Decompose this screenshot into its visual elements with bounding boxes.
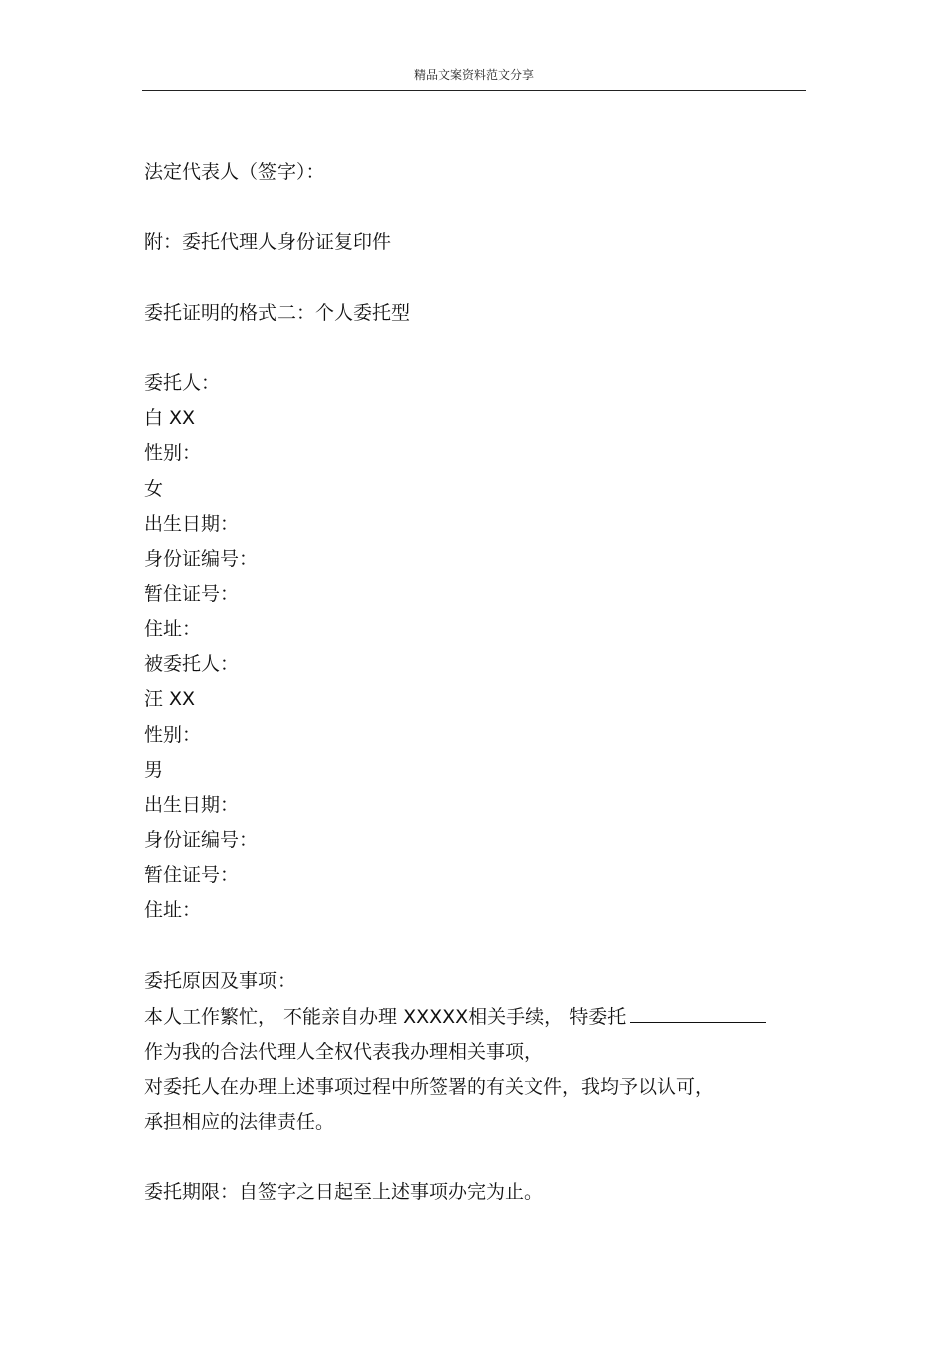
agent-name-blank — [630, 1004, 766, 1023]
page-header: 精品文案资料范文分享 — [413, 68, 534, 82]
agent-name: 汪 XX — [144, 688, 196, 710]
agent-birthdate-label: 出生日期： — [144, 794, 240, 816]
principal-residence-permit-label: 暂住证号： — [144, 583, 240, 605]
agent-address-label: 住址： — [144, 899, 202, 921]
reason-line-4: 承担相应的法律责任。 — [144, 1111, 335, 1133]
agent-id-label: 身份证编号： — [144, 829, 259, 851]
attachment-line: 附：委托代理人身份证复印件 — [144, 231, 392, 253]
principal-label: 委托人： — [144, 372, 221, 394]
term-line: 委托期限：自签字之日起至上述事项办完为止。 — [144, 1181, 544, 1203]
agent-gender-label: 性别： — [144, 724, 202, 746]
reason-line-3: 对委托人在办理上述事项过程中所签署的有关文件，我均予以认可， — [144, 1076, 715, 1098]
principal-gender-label: 性别： — [144, 442, 202, 464]
principal-birthdate-label: 出生日期： — [144, 513, 240, 535]
agent-residence-permit-label: 暂住证号： — [144, 864, 240, 886]
header-divider — [142, 90, 806, 91]
agent-label: 被委托人： — [144, 653, 240, 675]
format-two-heading: 委托证明的格式二：个人委托型 — [144, 302, 411, 324]
legal-rep-signature-line: 法定代表人（签字）： — [144, 161, 325, 183]
principal-id-label: 身份证编号： — [144, 548, 259, 570]
reason-line-1 — [144, 1004, 766, 1029]
principal-gender: 女 — [144, 478, 164, 500]
reason-line-2: 作为我的合法代理人全权代表我办理相关事项， — [144, 1041, 544, 1063]
reason-heading: 委托原因及事项： — [144, 970, 297, 992]
agent-gender: 男 — [144, 759, 164, 781]
reason-line-1-text: 本人工作繁忙， 不能亲自办理 XXXXX相关手续， 特委托 — [144, 1006, 627, 1028]
principal-address-label: 住址： — [144, 618, 202, 640]
principal-name: 白 XX — [144, 407, 196, 429]
